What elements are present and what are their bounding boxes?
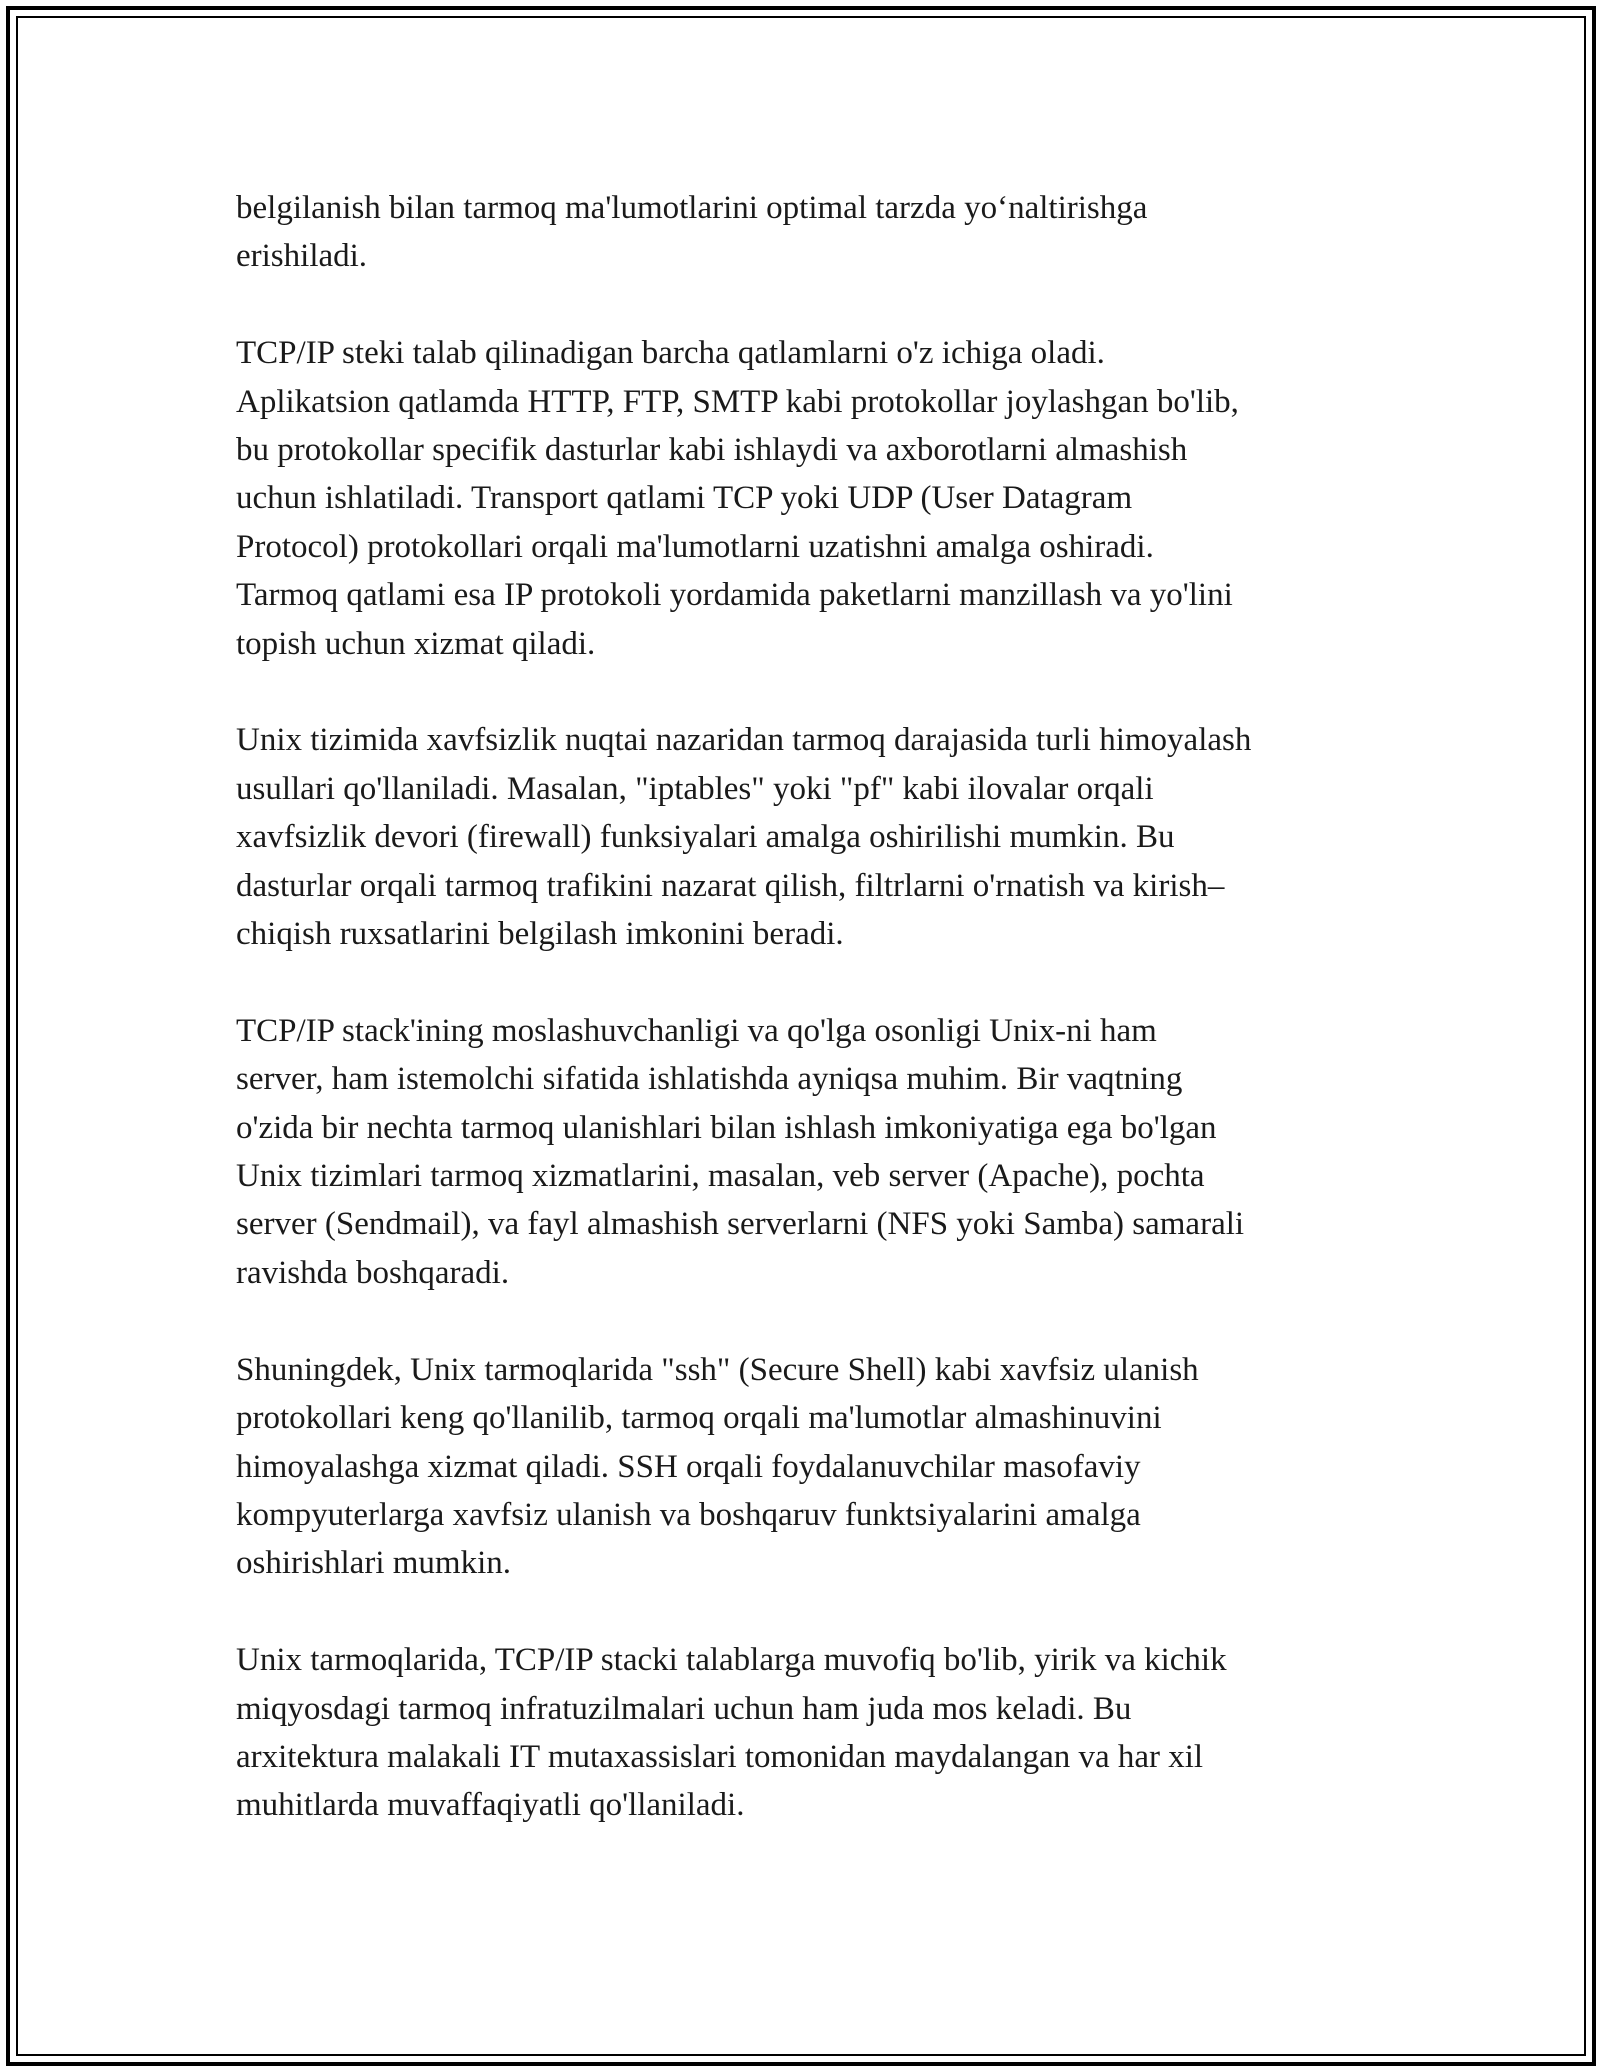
paragraph-4: TCP/IP stack'ining moslashuvchanligi va qo'lga osonligi Unix-ni ham server, ham istemolchi sifatida ishlatishda ayniqsa muhim. Bir vaqtning o'zida bir nechta tarmoq ulanishlari bilan ishlash imkoniyatiga ega bo'lgan Unix tizimlari tarmoq xizmatlarini, masalan, veb server (Apache), pochta server (Sendmail), va fayl almashish serverlarni (NFS yoki Samba) samarali ravishda boshqaradi. xyxy=(236,1012,1245,1291)
document-body xyxy=(236,184,1376,1830)
paragraph-2: TCP/IP steki talab qilinadigan barcha qatlamlarni o'z ichiga oladi. Aplikatsion qatlamda HTTP, FTP, SMTP kabi protokollar joylashgan bo'lib, bu protokollar specifik dasturlar kabi ishlaydi va axborotlarni almashish uchun ishlatiladi. Transport qatlami TCP yoki UDP (User Datagram Protocol) protokollari orqali ma'lumotlarni uzatishni amalga oshiradi. Tarmoq qatlami esa IP protokoli yordamida paketlarni manzillash va yo'lini topish uchun xizmat qiladi. xyxy=(236,335,1239,662)
paragraph-3: Unix tizimida xavfsizlik nuqtai nazaridan tarmoq darajasida turli himoyalash usullari qo'llaniladi. Masalan, "iptables" yoki "pf" kabi ilovalar orqali xavfsizlik devori (firewall) funksiyalari amalga oshirilishi mumkin. Bu dasturlar orqali tarmoq trafikini nazarat qilish, filtrlarni o'rnatish va kirish– chiqish ruxsatlarini belgilash imkonini beradi. xyxy=(236,722,1252,953)
paragraph-6: Unix tarmoqlarida, TCP/IP stacki talablarga muvofiq bo'lib, yirik va kichik miqyosdagi tarmoq infratuzilmalari uchun ham juda mos keladi. Bu arxitektura malakali IT mutaxassislari tomonidan maydalangan va har xil muhitlarda muvaffaqiyatli qo'llaniladi. xyxy=(236,1642,1227,1824)
paragraph-1: belgilanish bilan tarmoq ma'lumotlarini optimal tarzda yo‘naltirishga erishiladi. xyxy=(236,190,1148,275)
paragraph-5: Shuningdek, Unix tarmoqlarida "ssh" (Secure Shell) kabi xavfsiz ulanish protokollari keng qo'llanilib, tarmoq orqali ma'lumotlar almashinuvini himoyalashga xizmat qiladi. SSH orqali foydalanuvchilar masofaviy kompyuterlarga xavfsiz ulanish va boshqaruv funktsiyalarini amalga oshirishlari mumkin. xyxy=(236,1351,1199,1582)
